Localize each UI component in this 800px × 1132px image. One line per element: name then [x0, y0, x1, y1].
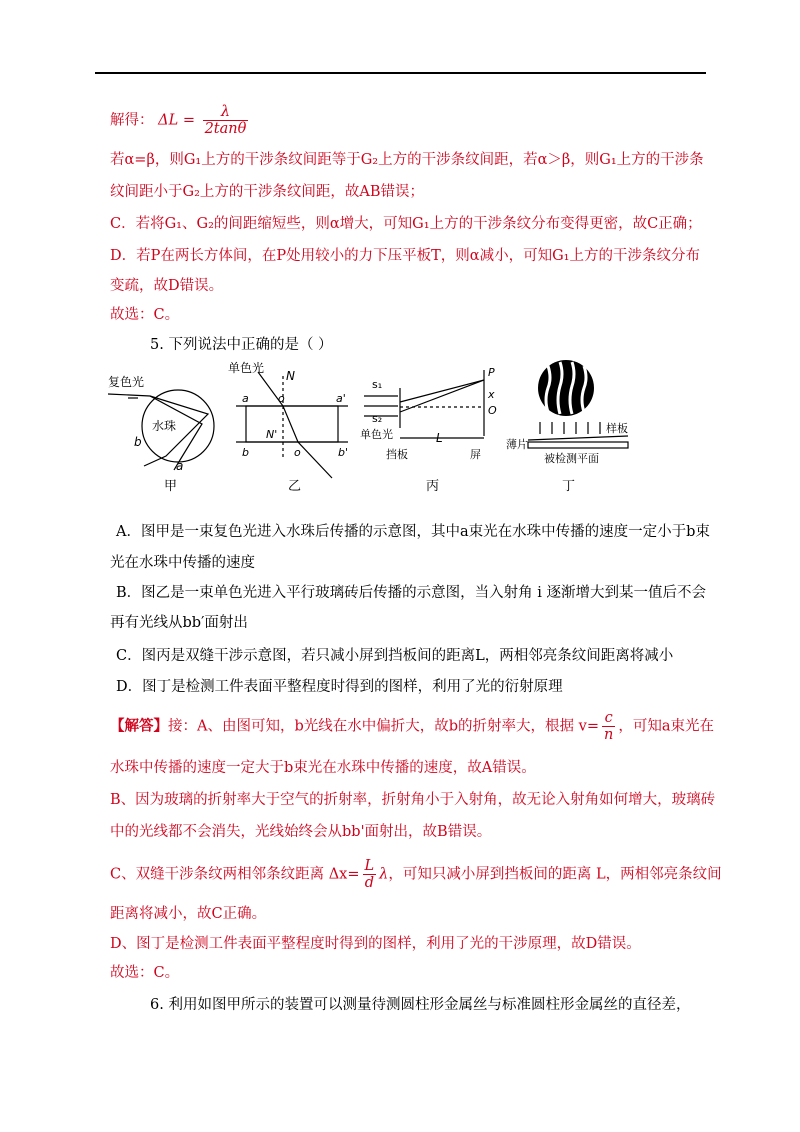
ding-label-bopian: 薄片 [506, 438, 528, 451]
q5-option-b-line2: 再有光线从bb′面射出 [110, 615, 248, 631]
formula-numerator: λ [203, 104, 249, 121]
bing-label-L: L [436, 431, 443, 445]
q5-option-b-line1: B．图乙是一束单色光进入平行玻璃砖后传播的示意图，当入射角 i 逐渐增大到某一值后不会 [116, 585, 707, 601]
yi-ray [258, 372, 332, 478]
yi-label-aprime: a' [336, 392, 346, 405]
q6-stem: 6. 利用如图甲所示的装置可以测量待测圆柱形金属丝与标准圆柱形金属丝的直径差， [150, 997, 691, 1013]
q5-figure [108, 358, 648, 498]
formula-lhs: ΔL = [158, 112, 195, 129]
ding-caption: 丁 [562, 479, 576, 494]
sol4-line5: 变疏，故D错误。 [110, 278, 224, 294]
deltax-denominator: d [364, 875, 374, 891]
bing-label-P: P [488, 366, 495, 379]
sol4-line2: 纹间距小于G₂上方的干涉条纹间距，故AB错误； [110, 184, 425, 200]
q5-answer-line2: 水珠中传播的速度一定大于b束光在水珠中传播的速度，故A错误。 [110, 760, 536, 776]
jia-label-b: b [134, 435, 142, 449]
jia-label-a: a [176, 459, 184, 473]
bing-label-s1: s₁ [372, 378, 383, 391]
sol4-line4: D．若P在两长方体间，在P处用较小的力下压平板T，则α减小，可知G₁上方的干涉条纹分布 [110, 248, 700, 264]
figure-yi [236, 372, 348, 478]
yi-label-o: o [278, 392, 285, 405]
formula-denominator: 2tanθ [204, 121, 247, 137]
answer-line5-pre: C、双缝干涉条纹两相邻条纹距离 Δx= [110, 866, 360, 883]
answer-bracket: 【解答】 [110, 717, 168, 735]
q5-stem: 5. 下列说法中正确的是（ ） [150, 337, 333, 353]
yi-caption: 乙 [288, 479, 302, 494]
answer-line1-post: ，可知a束光在 [618, 718, 714, 735]
yi-label-bprime: b' [338, 446, 349, 459]
bing-label-O: O [488, 404, 497, 417]
ding-label-yangban: 样板 [606, 422, 628, 435]
velocity-numerator: c [602, 710, 615, 727]
q5-answer-line1 [110, 710, 714, 743]
q5-answer-line3: B、因为玻璃的折射率大于空气的折射率，折射角小于入射角，故无论入射角如何增大，玻璃砖 [110, 792, 716, 808]
jia-label-fuseguang: 复色光 [108, 375, 145, 389]
answer-line5-post: ，可知只减小屏到挡板间的距离 L，两相邻亮条纹间 [388, 866, 722, 883]
deltax-fraction [363, 858, 377, 891]
q5-option-d: D．图丁是检测工件表面平整程度时得到的图样，利用了光的衍射原理 [116, 679, 563, 695]
q5-answer-line4: 中的光线都不会消失，光线始终会从bb'面射出，故B错误。 [110, 824, 492, 840]
sol4-line3: C．若将G₁、G₂的间距缩短些，则α增大，可知G₁上方的干涉条纹分布变得更密，故C正确； [110, 216, 702, 232]
bing-label-ping: 屏 [470, 448, 481, 461]
bing-label-x: x [488, 388, 495, 401]
q5-option-c: C．图丙是双缝干涉示意图，若只减小屏到挡板间的距离L，两相邻亮条纹间距离将减小 [116, 648, 674, 664]
jia-label-shuizhu: 水珠 [152, 419, 177, 433]
yi-label-N: N [286, 369, 295, 383]
formula-line [110, 104, 710, 137]
deltax-lambda: λ [379, 866, 389, 883]
q5-answer-line5 [110, 858, 722, 891]
yi-label-b: b [242, 446, 249, 459]
glass-slab [246, 406, 338, 442]
q5-option-a-line1: A．图甲是一束复色光进入水珠后传播的示意图，其中a束光在水珠中传播的速度一定小于b束 [116, 524, 710, 540]
q5-answer-line6: 距离将减小，故C正确。 [110, 906, 267, 922]
bing-label-s2: s₂ [372, 412, 383, 425]
yi-label-a: a [242, 392, 249, 405]
sol4-line1: 若α=β，则G₁上方的干涉条纹间距等于G₂上方的干涉条纹间距，若α＞β，则G₁上方的干涉条 [110, 152, 704, 168]
velocity-denominator: n [603, 727, 614, 743]
header-rule [95, 72, 706, 74]
bing-label-danseguang: 单色光 [360, 428, 393, 441]
sol4-answer: 故选：C。 [110, 307, 180, 323]
yi-label-obot: o [294, 446, 301, 459]
jiede-label: 解得： [110, 112, 154, 129]
ding-label-beijiance: 被检测平面 [544, 452, 599, 465]
bing-caption: 丙 [426, 479, 440, 494]
deltax-numerator: L [364, 858, 375, 874]
velocity-fraction [602, 710, 615, 743]
jia-caption: 甲 [164, 479, 178, 494]
q5-option-a-line2: 光在水珠中传播的速度 [110, 555, 255, 571]
bing-label-dangban: 挡板 [386, 448, 408, 461]
yi-label-danseguang: 单色光 [228, 361, 265, 375]
q5-answer-final: 故选：C。 [110, 965, 180, 981]
answer-line1-pre: 接：A、由图可知，b光线在水中偏折大，故b的折射率大，根据 v= [168, 718, 599, 735]
yi-label-Nprime: N' [266, 428, 278, 441]
formula-fraction [203, 104, 249, 137]
q5-answer-line7: D、图丁是检测工件表面平整程度时得到的图样，利用了光的干涉原理，故D错误。 [110, 936, 641, 952]
